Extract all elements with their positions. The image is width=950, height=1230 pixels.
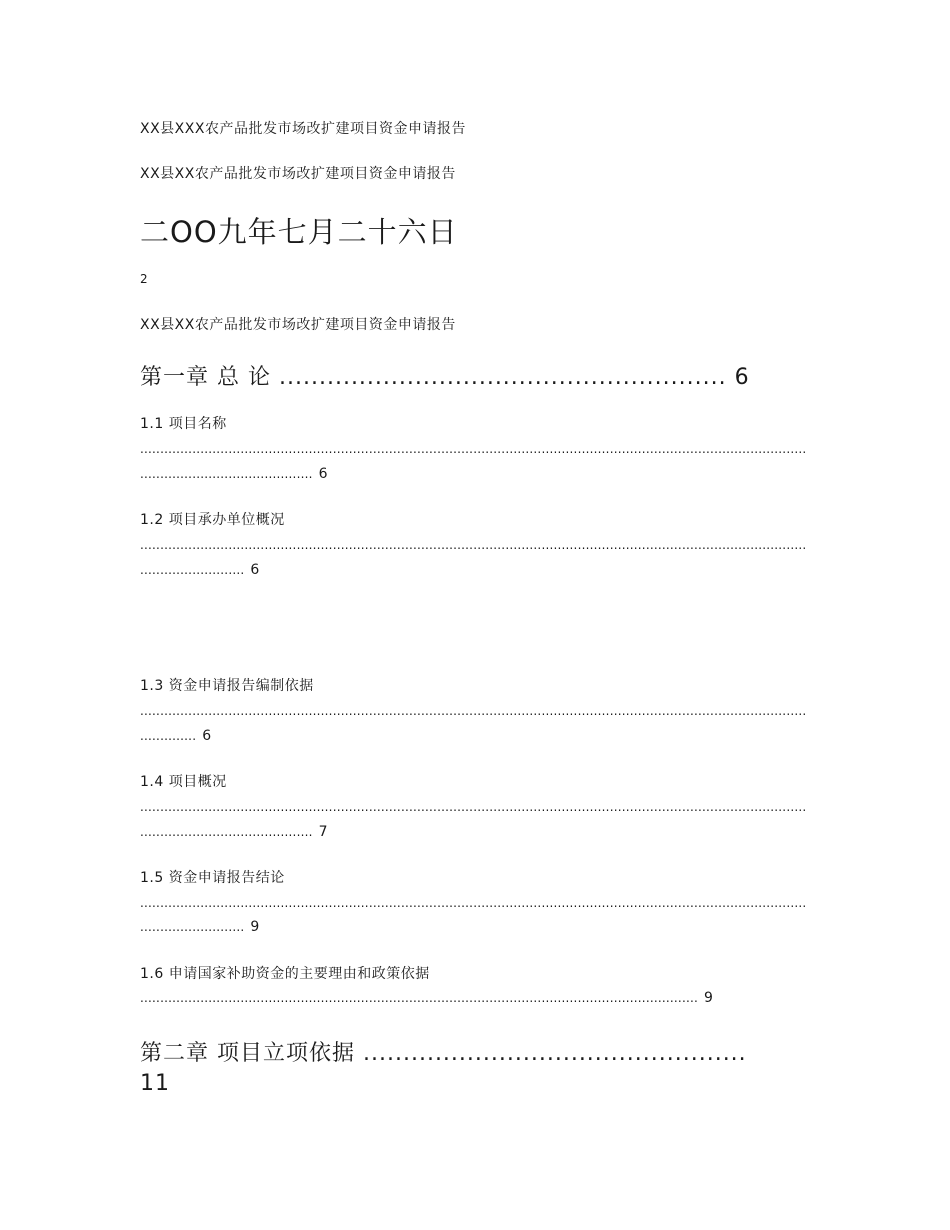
report-title-line-3: XX县XX农产品批发市场改扩建项目资金申请报告 bbox=[140, 317, 456, 333]
toc-item-1-3-title[interactable]: 1.3 资金申请报告编制依据 bbox=[140, 678, 314, 694]
page-number: 2 bbox=[140, 272, 148, 286]
toc-item-1-1-leader-end: ........................................... 6 bbox=[140, 466, 328, 482]
toc-item-1-3-page: 6 bbox=[202, 728, 212, 744]
toc-item-1-2-title[interactable]: 1.2 项目承办单位概况 bbox=[140, 512, 285, 528]
toc-chapter-1-page: 6 bbox=[734, 365, 750, 390]
report-date: 二OO九年七月二十六日 bbox=[140, 215, 458, 249]
toc-item-1-4-title[interactable]: 1.4 项目概况 bbox=[140, 774, 227, 790]
toc-chapter-2-dots: ................................................ bbox=[363, 1041, 747, 1066]
toc-item-1-3-leader: ...................................................................................................................................................................... bbox=[140, 704, 807, 718]
toc-item-1-5-leader: ...................................................................................................................................................................... bbox=[140, 896, 807, 910]
toc-chapter-1-dots: ........................................................ bbox=[279, 365, 727, 390]
report-title-line-1: XX县XXX农产品批发市场改扩建项目资金申请报告 bbox=[140, 121, 466, 137]
toc-item-1-4-leader: ...................................................................................................................................................................... bbox=[140, 800, 807, 814]
toc-item-1-6-page: 9 bbox=[704, 990, 714, 1006]
toc-item-1-1-leader: ...................................................................................................................................................................... bbox=[140, 442, 807, 456]
toc-item-1-2-leader-end: .......................... 6 bbox=[140, 562, 260, 578]
toc-item-1-5-title[interactable]: 1.5 资金申请报告结论 bbox=[140, 870, 285, 886]
toc-chapter-2-title: 第二章 项目立项依据 bbox=[140, 1041, 355, 1066]
toc-item-1-5-leader-end: .......................... 9 bbox=[140, 919, 260, 935]
toc-item-1-2-leader: ...................................................................................................................................................................... bbox=[140, 538, 807, 552]
toc-item-1-1-page: 6 bbox=[318, 466, 328, 482]
toc-chapter-1-title: 第一章 总 论 bbox=[140, 365, 271, 390]
toc-item-1-6-leader: ........................................................................................................................................... 9 bbox=[140, 990, 714, 1006]
toc-item-1-5-page: 9 bbox=[250, 919, 260, 935]
toc-item-1-4-leader-end: ........................................... 7 bbox=[140, 824, 328, 840]
toc-item-1-4-page: 7 bbox=[318, 824, 328, 840]
toc-chapter-2[interactable] bbox=[140, 1036, 747, 1067]
toc-chapter-1[interactable] bbox=[140, 360, 750, 391]
report-title-line-2: XX县XX农产品批发市场改扩建项目资金申请报告 bbox=[140, 166, 456, 182]
toc-item-1-6-title[interactable]: 1.6 申请国家补助资金的主要理由和政策依据 bbox=[140, 966, 430, 982]
toc-item-1-1-title[interactable]: 1.1 项目名称 bbox=[140, 416, 227, 432]
toc-chapter-2-page: 11 bbox=[140, 1071, 170, 1096]
toc-item-1-3-leader-end: .............. 6 bbox=[140, 728, 212, 744]
toc-item-1-2-page: 6 bbox=[250, 562, 260, 578]
